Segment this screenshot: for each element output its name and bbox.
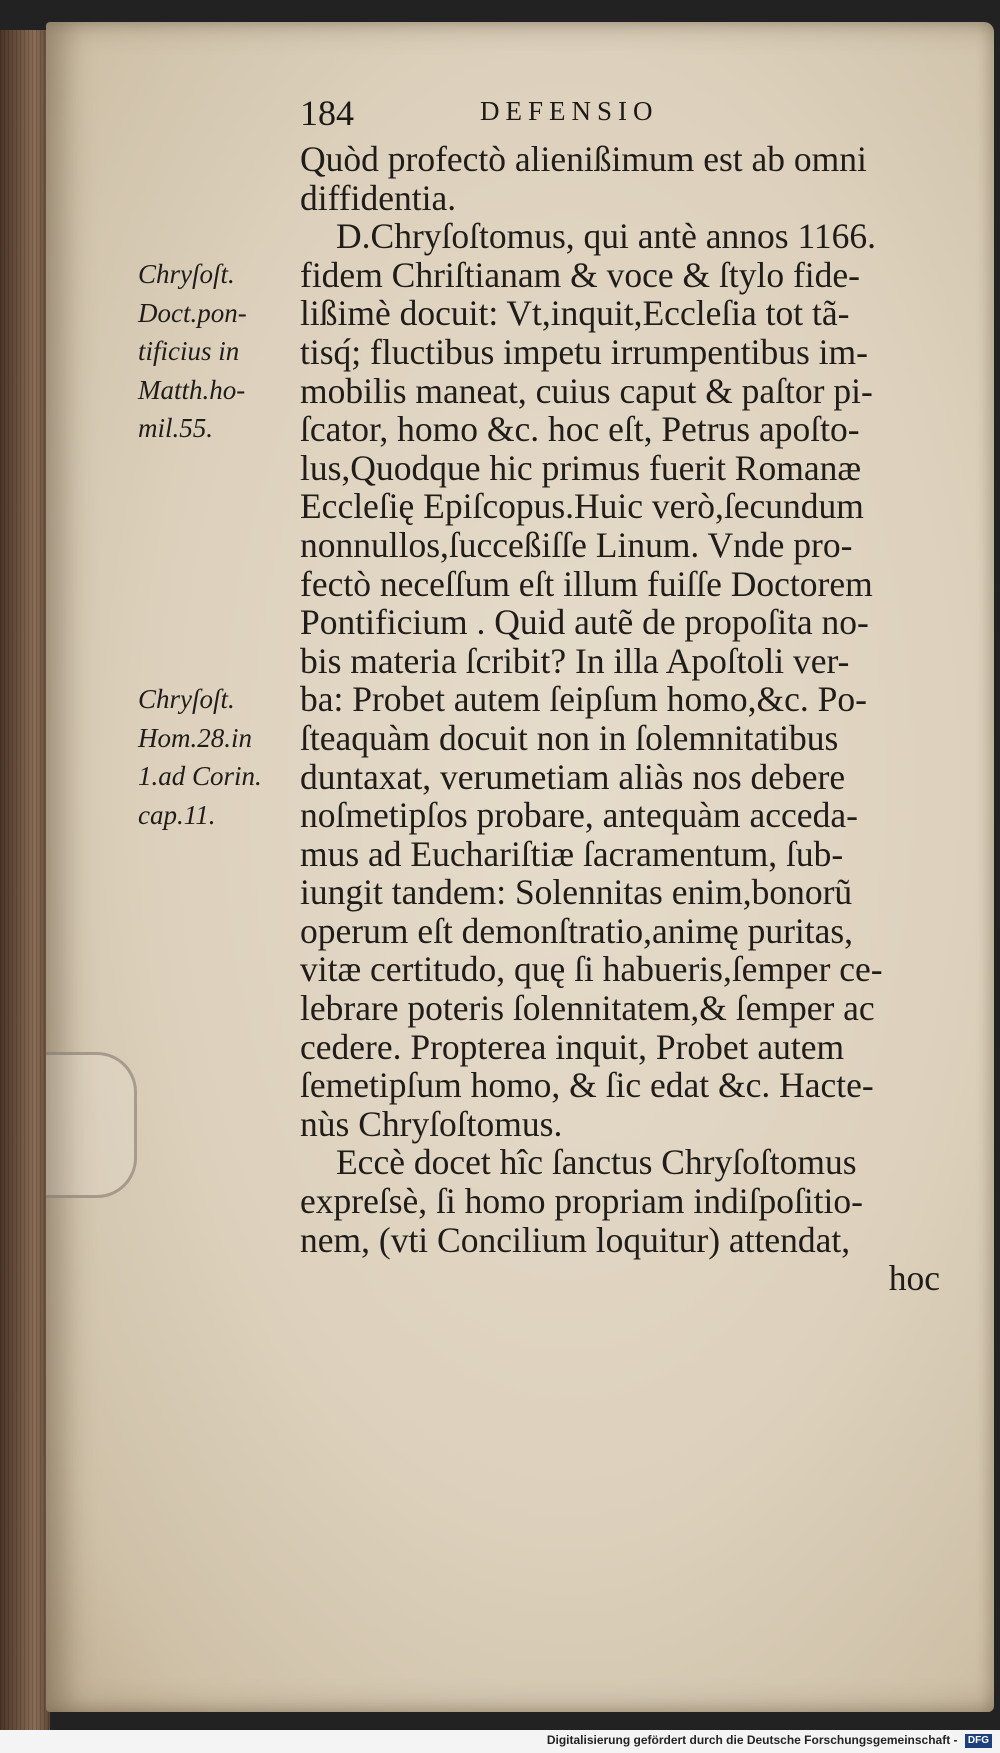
page-clip <box>46 1052 137 1198</box>
text-line: ſcator, homo &c. hoc eſt, Petrus apoſto- <box>300 409 860 450</box>
marginal-note-chrysostom-matthew <box>138 255 298 448</box>
page-edge-texture <box>0 30 50 1730</box>
footer-credit <box>547 1733 992 1748</box>
text-line: D.Chryſoſtomus, qui antè annos 1166. <box>336 216 877 257</box>
text-line: duntaxat, verumetiam aliàs nos debere <box>300 756 846 797</box>
running-head: DEFENSIO <box>480 96 659 126</box>
marginal-line: Matth.ho- <box>138 374 246 405</box>
text-line: diffidentia. <box>300 177 457 218</box>
text-line: operum eſt demonſtratio,animę puritas, <box>300 910 854 951</box>
marginal-line: tificius in <box>138 336 240 367</box>
text-line: fectò neceſſum eſt illum fuiſſe Doctorem <box>300 563 873 604</box>
text-line: nem, (vti Concilium loquitur) attendat, <box>300 1219 851 1260</box>
text-line: bis materia ſcribit? In illa Apoſtoli ver- <box>300 640 850 681</box>
text-line: Quòd profectò alienißimum est ab omni <box>300 139 867 179</box>
marginal-note-chrysostom-corinthians <box>138 680 298 834</box>
text-line: mus ad Euchariſtiæ ſacramentum, ſub- <box>300 833 844 874</box>
text-line: Pontificium . Quid autẽ de propoſita no- <box>300 602 869 643</box>
dfg-logo: DFG <box>965 1734 992 1748</box>
marginal-line: Hom.28.in <box>138 722 252 753</box>
marginal-line: Chryſoſt. <box>138 259 235 289</box>
text-line: ba: Probet autem ſeipſum homo,&c. Po- <box>300 679 867 720</box>
marginal-line: cap.11. <box>138 799 216 830</box>
body-text <box>300 140 980 1298</box>
text-line: ſemetipſum homo, & ſic edat &c. Hacte- <box>300 1065 874 1106</box>
footer-credit-text: Digitalisierung gefördert durch die Deutsche Forschungsgemeinschaft - <box>546 1733 958 1747</box>
page-number: 184 <box>300 93 354 133</box>
text-line: lus,Quodque hic primus fuerit Romanæ <box>300 447 862 488</box>
text-line: Eccè docet hîc ſanctus Chryſoſtomus <box>336 1142 857 1183</box>
text-line: cedere. Propterea inquit, Probet autem <box>300 1026 845 1067</box>
marginal-line: 1.ad Corin. <box>138 761 262 792</box>
catchword: hoc <box>888 1258 940 1299</box>
text-line: noſmetipſos probare, antequàm acceda- <box>300 795 858 836</box>
book-edge <box>0 30 50 1730</box>
marginal-line: Chryſoſt. <box>138 684 235 714</box>
marginal-line: Doct.pon- <box>138 297 247 328</box>
text-line: nonnullos,ſucceßiſſe Linum. Vnde pro- <box>300 524 853 565</box>
text-line: fidem Chriſtianam & voce & ſtylo fide- <box>300 254 860 295</box>
text-line: ſteaquàm docuit non in ſolemnitatibus <box>300 717 839 758</box>
text-line: iungit tandem: Solennitas enim,bonorũ <box>300 872 853 913</box>
text-line: nùs Chryſoſtomus. <box>300 1103 563 1144</box>
text-line: Eccleſię Epiſcopus.Huic verò,ſecundum <box>300 486 864 527</box>
text-line: lebrare poteris ſolennitatem,& ſemper ac <box>300 988 875 1029</box>
text-line: lißimè docuit: Vt,inquit,Eccleſia tot tã- <box>300 293 850 334</box>
text-line: expreſsè, ſi homo propriam indiſpoſitio- <box>300 1181 863 1222</box>
digitization-footer <box>0 1730 1000 1753</box>
text-line: vitæ certitudo, quę ſi habueris,ſemper ce- <box>300 949 883 990</box>
marginal-line: mil.55. <box>138 413 214 444</box>
text-line: tisq́; fluctibus impetu irrumpentibus im- <box>300 331 868 372</box>
text-line: mobilis maneat, cuius caput & paſtor pi- <box>300 370 873 411</box>
